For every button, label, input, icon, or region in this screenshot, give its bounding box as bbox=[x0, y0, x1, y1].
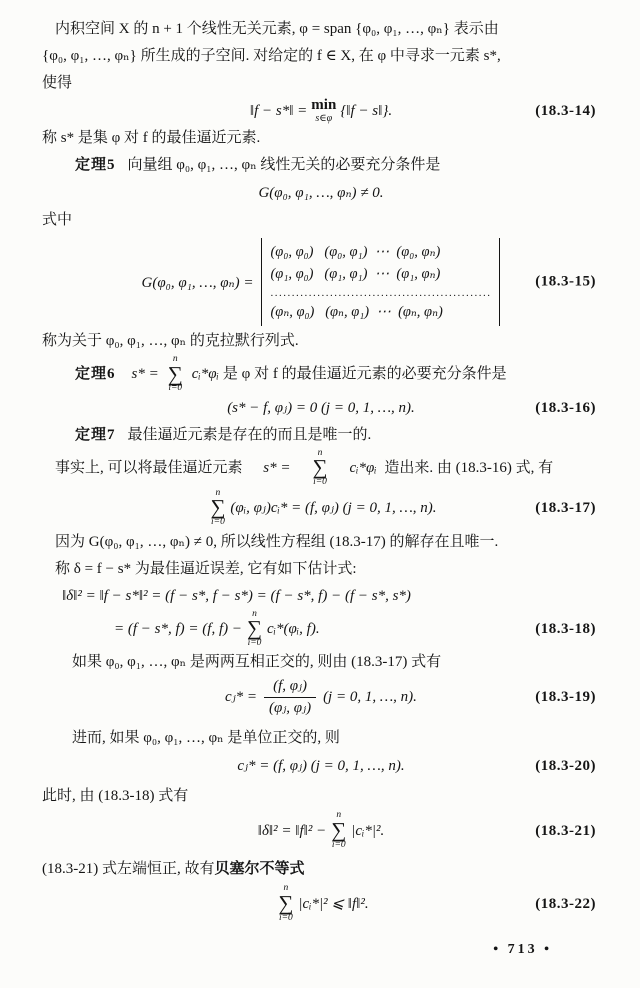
bessel-pre: (18.3-21) 式左端恒正, 故有 bbox=[42, 861, 215, 878]
sigma-icon: ∑ bbox=[246, 616, 262, 641]
sigma-icon: ∑ bbox=[278, 890, 294, 915]
sum-lower: i=0 bbox=[247, 638, 262, 649]
eq19-number: (18.3-19) bbox=[535, 689, 596, 705]
paragraph-gram-name: 称为关于 φ₀, φ₁, …, φₙ 的克拉默行列式. bbox=[42, 333, 299, 349]
fraction-numerator: (f, φⱼ) bbox=[264, 677, 316, 698]
sum-upper: n bbox=[317, 447, 323, 458]
eq21-post: |cᵢ*|². bbox=[351, 822, 385, 839]
min-operator bbox=[311, 98, 336, 124]
eq21-pre: ‖δ‖² = ‖f‖² − bbox=[257, 822, 327, 839]
sum-symbol bbox=[210, 489, 225, 528]
sum-lower: i=0 bbox=[278, 912, 293, 923]
eq22-body: |cᵢ*|² ⩽ ‖f‖². bbox=[298, 895, 369, 912]
equation-gram-nonzero bbox=[42, 180, 600, 206]
eq18-line2-pre: = (f − s*, f) = (f, f) − bbox=[114, 621, 242, 638]
eq19-lhs: cⱼ* = bbox=[225, 689, 258, 705]
eq22-number: (18.3-22) bbox=[535, 895, 596, 912]
gram-nonzero-body: G(φ₀, φ₁, …, φₙ) ≠ 0. bbox=[258, 185, 384, 201]
paragraph-intro-line3: 使得 bbox=[42, 75, 73, 91]
matrix-row-3: (φₙ, φ₀) (φₙ, φ₁) ⋯ (φₙ, φₙ) bbox=[270, 304, 443, 320]
sigma-icon: ∑ bbox=[210, 495, 226, 520]
sum-lower: i=0 bbox=[331, 839, 346, 850]
eq16-body: (s* − f, φⱼ) = 0 (j = 0, 1, …, n). bbox=[227, 399, 415, 416]
paragraph-intro-line1: 内积空间 X 的 n + 1 个线性无关元素, φ = span {φ₀, φ₁, …, φₙ} 表示由 bbox=[55, 21, 499, 37]
equation-18-3-22 bbox=[42, 884, 600, 923]
paragraph-because: 因为 G(φ₀, φ₁, …, φₙ) ≠ 0, 所以线性方程组 (18.3-17) 的解存在且唯一. bbox=[55, 533, 499, 550]
equation-18-3-19 bbox=[42, 677, 600, 718]
eq20-number: (18.3-20) bbox=[535, 758, 596, 775]
theorem-7-text: 最佳逼近元素是存在的而且是唯一的. bbox=[127, 426, 372, 443]
bessel-term: 贝塞尔不等式 bbox=[214, 861, 305, 878]
paragraph-orthogonal: 如果 φ₀, φ₁, …, φₙ 是两两互相正交的, 则由 (18.3-17) 式有 bbox=[72, 653, 442, 670]
page-number: • 713 • bbox=[493, 942, 552, 957]
sum-symbol bbox=[331, 811, 346, 850]
eq16-number: (18.3-16) bbox=[535, 399, 596, 416]
in-fact-math bbox=[246, 449, 380, 488]
theorem-5 bbox=[42, 152, 600, 179]
equation-18-3-15 bbox=[42, 238, 600, 326]
equation-18-3-21 bbox=[42, 811, 600, 850]
gram-determinant-matrix bbox=[261, 238, 500, 326]
theorem-5-label: 定理5 bbox=[75, 157, 116, 173]
paragraph-best-approx: 称 s* 是集 φ 对 f 的最佳逼近元素. bbox=[42, 130, 261, 146]
in-fact-post: 造出来. 由 (18.3-16) 式, 有 bbox=[384, 459, 554, 476]
eq20-body: cⱼ* = (f, φⱼ) (j = 0, 1, …, n). bbox=[237, 758, 405, 775]
sigma-icon: ∑ bbox=[331, 817, 347, 842]
paragraph-shizhong: 式中 bbox=[42, 212, 73, 228]
fraction bbox=[264, 677, 316, 718]
eq15-number: (18.3-15) bbox=[535, 273, 596, 290]
sum-upper: n bbox=[172, 354, 178, 364]
equation-18-3-14 bbox=[42, 98, 600, 124]
sigma-icon: ∑ bbox=[167, 361, 183, 386]
eq14-rhs: {‖f − s‖}. bbox=[340, 103, 393, 119]
thm6-pre: s* = bbox=[131, 365, 159, 382]
equation-18-3-17 bbox=[42, 489, 600, 528]
theorem-7-label: 定理7 bbox=[75, 426, 116, 443]
sum-symbol bbox=[278, 884, 293, 923]
paragraph-then-by: 此时, 由 (18.3-18) 式有 bbox=[42, 788, 189, 805]
theorem-7 bbox=[42, 422, 600, 449]
theorem-5-text: 向量组 φ₀, φ₁, …, φₙ 线性无关的必要充分条件是 bbox=[127, 157, 441, 173]
paragraph-bessel bbox=[42, 856, 600, 883]
sum-lower: i=0 bbox=[168, 383, 183, 394]
eq18-line2-post: cᵢ*(φᵢ, f). bbox=[266, 621, 320, 638]
theorem-6 bbox=[42, 355, 600, 394]
theorem-6-text: 是 φ 对 f 的最佳逼近元素的必要充分条件是 bbox=[222, 365, 507, 382]
paragraph-orthonormal: 进而, 如果 φ₀, φ₁, …, φₙ 是单位正交的, 则 bbox=[72, 730, 340, 747]
theorem-6-label: 定理6 bbox=[75, 365, 116, 382]
eq17-number: (18.3-17) bbox=[535, 500, 596, 517]
fraction-denominator: (φⱼ, φⱼ) bbox=[269, 699, 312, 716]
determinant-lhs: G(φ₀, φ₁, …, φₙ) = bbox=[141, 274, 254, 291]
matrix-row-2: (φ₁, φ₀) (φ₁, φ₁) ⋯ (φ₁, φₙ) bbox=[270, 266, 441, 282]
in-fact-pre: 事实上, 可以将最佳逼近元素 bbox=[55, 459, 243, 476]
min-word: min bbox=[311, 97, 337, 113]
paragraph-error-def: 称 δ = f − s* 为最佳逼近误差, 它有如下估计式: bbox=[55, 560, 357, 577]
equation-18-3-20 bbox=[42, 753, 600, 779]
sum-upper: n bbox=[215, 487, 221, 498]
eq21-number: (18.3-21) bbox=[535, 822, 596, 839]
equation-18-3-18-line2 bbox=[42, 610, 600, 649]
paragraph-intro-line2: {φ₀, φ₁, …, φₙ} 所生成的子空间. 对给定的 f ∈ X, 在 φ 中寻求一元素 s*, bbox=[42, 48, 501, 64]
eq14-number: (18.3-14) bbox=[535, 103, 596, 119]
theorem-6-math bbox=[128, 355, 223, 394]
sum-symbol bbox=[247, 610, 262, 649]
equation-18-3-18-line1: ‖δ‖² = ‖f − s*‖² = (f − s*, f − s*) = (f − s*, f) − (f − s*, s*) bbox=[62, 587, 411, 604]
sum-upper: n bbox=[252, 608, 257, 619]
eq18-number: (18.3-18) bbox=[535, 621, 596, 638]
matrix-row-1: (φ₀, φ₀) (φ₀, φ₁) ⋯ (φ₀, φₙ) bbox=[270, 244, 441, 260]
in-fact-smath: s* = bbox=[263, 459, 291, 476]
sum-symbol bbox=[299, 449, 327, 488]
sigma-icon: ∑ bbox=[312, 455, 328, 480]
min-subscript: s∈φ bbox=[315, 113, 333, 124]
sum-symbol bbox=[168, 355, 183, 394]
sum-upper: n bbox=[283, 883, 289, 894]
matrix-row-dots: .................................................... bbox=[270, 287, 492, 299]
sum-lower: i=0 bbox=[313, 477, 327, 488]
eq17-body: (φᵢ, φⱼ)cᵢ* = (f, φⱼ) (j = 0, 1, …, n). bbox=[230, 500, 437, 517]
paragraph-in-fact bbox=[42, 449, 600, 488]
thm6-post-math: cᵢ*φᵢ bbox=[191, 365, 219, 382]
equation-18-3-16 bbox=[42, 395, 600, 421]
eq19-rhs: (j = 0, 1, …, n). bbox=[323, 689, 417, 705]
eq14-lhs: ‖f − s*‖ = bbox=[249, 103, 308, 119]
sum-upper: n bbox=[336, 810, 342, 821]
in-fact-post-math: cᵢ*φᵢ bbox=[349, 459, 377, 476]
sum-lower: i=0 bbox=[211, 517, 225, 528]
